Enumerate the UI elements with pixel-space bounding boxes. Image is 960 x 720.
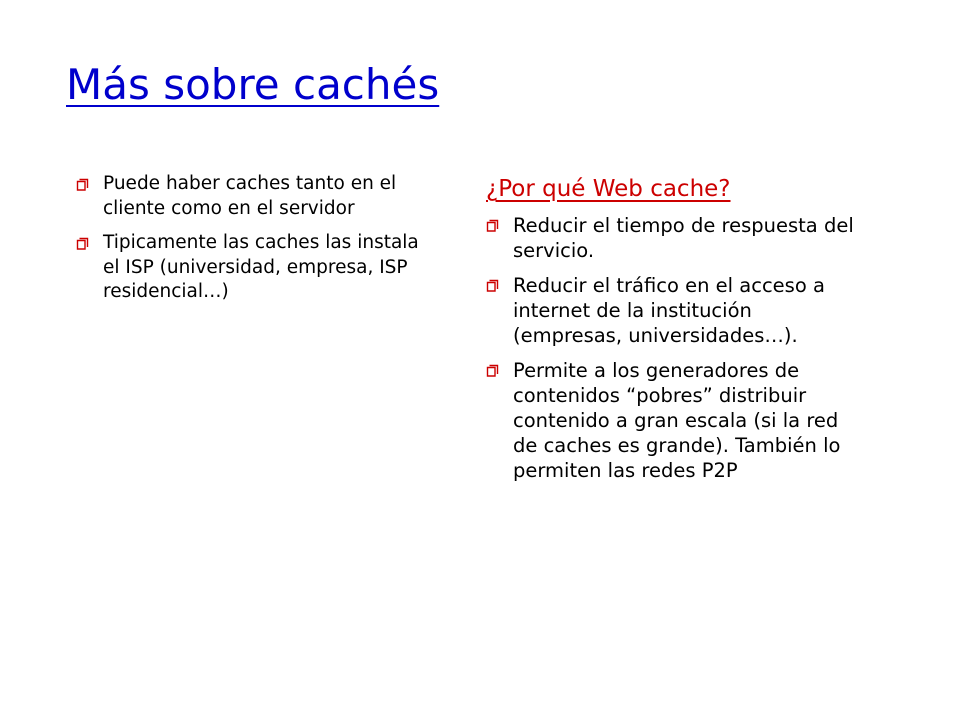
list-item bbox=[486, 358, 866, 483]
section-heading: ¿Por qué Web cache? bbox=[486, 176, 731, 202]
list-item bbox=[486, 273, 866, 348]
list-item bbox=[76, 172, 436, 221]
right-column bbox=[486, 174, 866, 493]
bullet-text: Tipicamente las caches las instala el ISP (universidad, empresa, ISP residencial…) bbox=[103, 232, 419, 302]
bullet-text: Puede haber caches tanto en el cliente como en el servidor bbox=[103, 173, 397, 219]
checkbox-bullet-icon bbox=[76, 178, 90, 192]
checkbox-bullet-icon bbox=[486, 364, 500, 378]
checkbox-bullet-icon bbox=[486, 279, 500, 293]
checkbox-bullet-icon bbox=[76, 237, 90, 251]
slide-title: Más sobre cachés bbox=[66, 60, 440, 109]
bullet-text: Reducir el tiempo de respuesta del servicio. bbox=[513, 214, 854, 263]
left-bullet-list bbox=[76, 172, 436, 305]
bullet-text: Reducir el tráfico en el acceso a internet de la institución (empresas, universidades…). bbox=[513, 274, 825, 348]
right-bullet-list bbox=[486, 213, 866, 483]
left-column bbox=[76, 172, 436, 315]
list-item bbox=[76, 231, 436, 305]
checkbox-bullet-icon bbox=[486, 219, 500, 233]
bullet-text: Permite a los generadores de contenidos “pobres” distribuir contenido a gran escala (si la red de caches es grande). También lo permiten las redes P2P bbox=[513, 359, 841, 483]
list-item bbox=[486, 213, 866, 263]
